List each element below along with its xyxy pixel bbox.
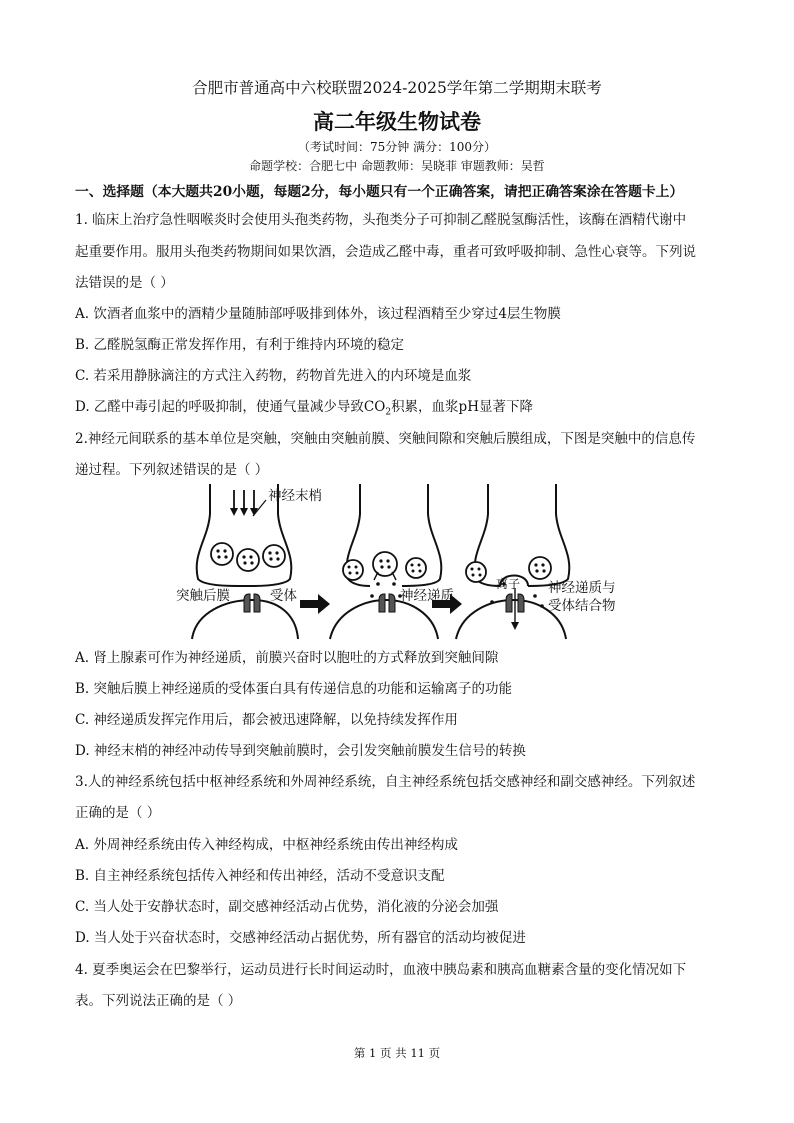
presynaptic-terminal-3 bbox=[475, 484, 570, 586]
label-nerve-terminal: 神经末梢 bbox=[268, 488, 322, 504]
impulse-arrows bbox=[230, 490, 266, 516]
q4-stem-line-1: 4. 夏季奥运会在巴黎举行，运动员进行长时间运动时，血液中胰岛素和胰高血糖素含量的变化情况如下 bbox=[75, 962, 687, 978]
q1-option-d bbox=[75, 395, 533, 418]
page-title: 高二年级生物试卷 bbox=[313, 109, 481, 134]
q2-stem-line-1: 2.神经元间联系的基本单位是突触，突触由突触前膜、突触间隙和突触后膜组成，下图是突触中的信息传 bbox=[75, 431, 696, 447]
q3-option-d: D. 当人处于兴奋状态时，交感神经活动占据优势，所有器官的活动均被促进 bbox=[75, 930, 526, 946]
q1-option-d-sub: 2 bbox=[385, 407, 392, 418]
q1-option-c: C. 若采用静脉滴注的方式注入药物，药物首先进入的内环境是血浆 bbox=[75, 368, 472, 384]
vesicle bbox=[529, 557, 551, 579]
label-receptor: 受体 bbox=[270, 588, 297, 604]
exam-info: （考试时间：75分钟 满分：100分） bbox=[298, 140, 496, 154]
q2-option-b: B. 突触后膜上神经递质的受体蛋白具有传递信息的功能和运输离子的功能 bbox=[75, 681, 513, 697]
q1-stem-line-1: 1. 临床上治疗急性咽喉炎时会使用头孢类药物，头孢类分子可抑制乙醛脱氢酶活性，该酶在酒精代谢中 bbox=[75, 212, 687, 228]
q3-stem-line-1: 3.人的神经系统包括中枢神经系统和外周神经系统，自主神经系统包括交感神经和副交感神经。下列叙述 bbox=[75, 774, 696, 790]
label-complex-line-2: 受体结合物 bbox=[548, 598, 616, 614]
q3-option-c: C. 当人处于安静状态时，副交感神经活动占优势，消化液的分泌会加强 bbox=[75, 899, 499, 915]
q2-option-c: C. 神经递质发挥完作用后，都会被迅速降解，以免持续发挥作用 bbox=[75, 712, 458, 728]
q3-option-b: B. 自主神经系统包括传入神经和传出神经，活动不受意识支配 bbox=[75, 868, 445, 884]
q1-option-b: B. 乙醛脱氢酶正常发挥作用，有利于维持内环境的稳定 bbox=[75, 337, 405, 353]
q1-option-d-pre: D. 乙醛中毒引起的呼吸抑制，使通气量减少导致CO bbox=[75, 399, 386, 415]
section-heading: 一、选择题（本大题共20小题，每题2分，每小题只有一个正确答案，请把正确答案涂在答题卡上） bbox=[75, 184, 684, 200]
q2-option-a: A. 肾上腺素可作为神经递质，前膜兴奋时以胞吐的方式释放到突触间隙 bbox=[75, 650, 499, 666]
vesicle bbox=[237, 549, 259, 571]
vesicle bbox=[211, 543, 233, 565]
label-ion: 离子 bbox=[496, 577, 521, 591]
q1-option-a: A. 饮酒者血浆中的酒精少量随肺部呼吸排到体外，该过程酒精至少穿过4层生物膜 bbox=[75, 306, 561, 322]
vesicle bbox=[263, 545, 285, 567]
q1-stem-line-2: 起重要作用。服用头孢类药物期间如果饮酒，会造成乙醛中毒，重者可致呼吸抑制、急性心衰等。下列说 bbox=[75, 244, 696, 260]
vesicle bbox=[373, 552, 397, 576]
synapse-figure bbox=[170, 484, 640, 640]
q3-option-a: A. 外周神经系统由传入神经构成，中枢神经系统由传出神经构成 bbox=[75, 837, 458, 853]
school-line: 合肥市普通高中六校联盟2024-2025学年第二学期期末联考 bbox=[192, 79, 602, 97]
vesicle bbox=[466, 562, 486, 582]
label-postsynaptic-membrane: 突触后膜 bbox=[176, 588, 230, 604]
label-neurotransmitter: 神经递质 bbox=[400, 588, 454, 604]
q1-option-d-post: 积累，血浆pH显著下降 bbox=[391, 399, 533, 415]
vesicle bbox=[406, 558, 426, 578]
q1-stem-line-3: 法错误的是（ ） bbox=[75, 275, 174, 291]
q2-option-d: D. 神经末梢的神经冲动传导到突触前膜时，会引发突触前膜发生信号的转换 bbox=[75, 743, 526, 759]
page-footer: 第 1 页 共 11 页 bbox=[353, 1046, 441, 1060]
q4-stem-line-2: 表。下列说法正确的是（ ） bbox=[75, 993, 242, 1009]
label-complex-line-1: 神经递质与 bbox=[548, 580, 616, 596]
authors-line: 命题学校：合肥七中 命题教师：吴晓菲 审题教师：吴哲 bbox=[249, 159, 545, 173]
q2-stem-line-2: 递过程。下列叙述错误的是（ ） bbox=[75, 462, 269, 478]
q3-stem-line-2: 正确的是（ ） bbox=[75, 805, 161, 821]
vesicle bbox=[343, 560, 363, 580]
